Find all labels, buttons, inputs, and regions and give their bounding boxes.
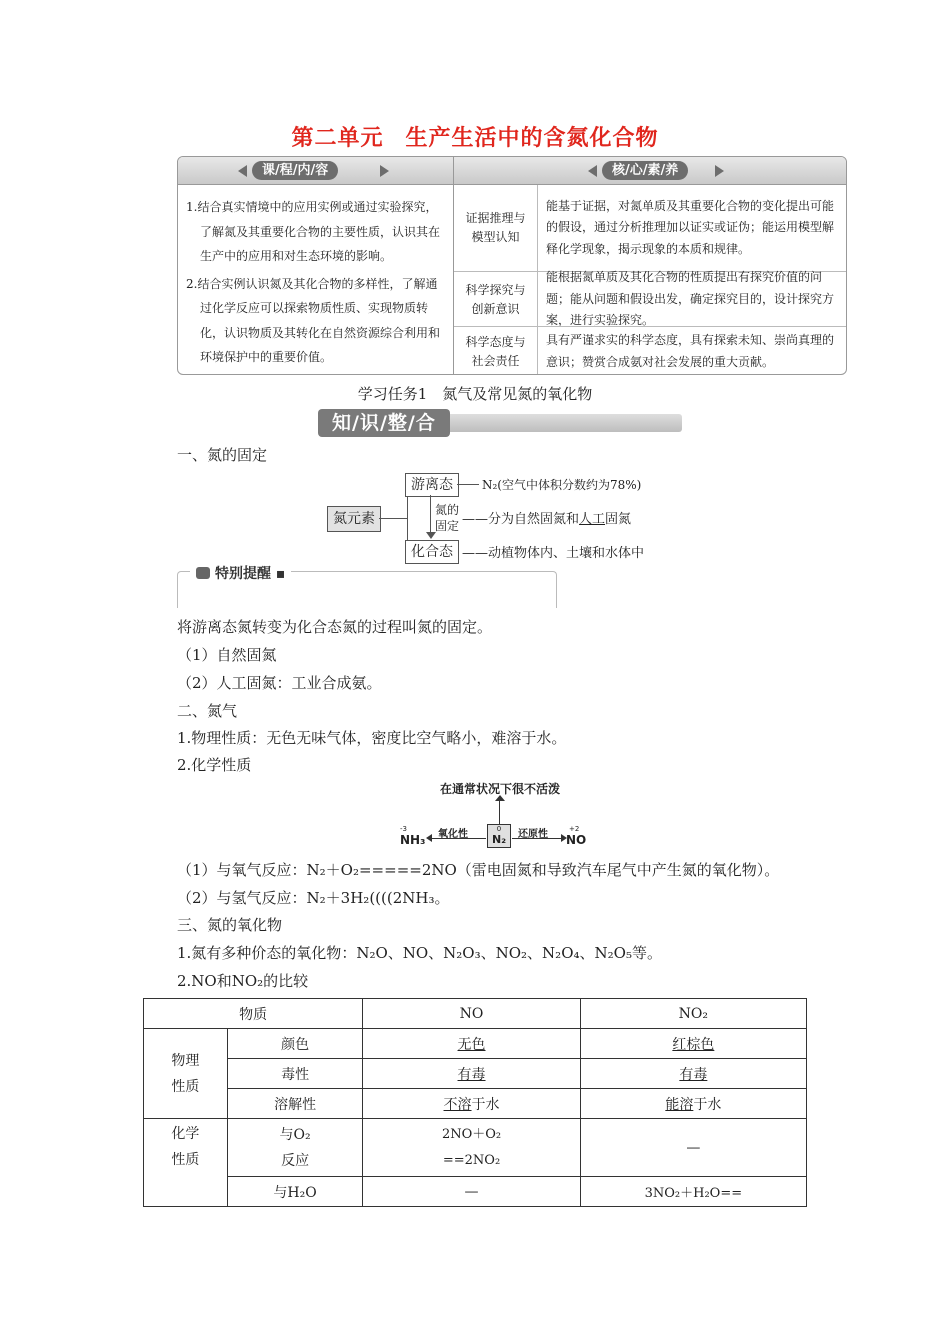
table-cell	[580, 1089, 806, 1119]
arrow-left-icon	[238, 165, 247, 177]
section-heading: 二、氮气	[177, 702, 238, 720]
property-label-line: 与O₂	[279, 1126, 311, 1143]
reaction-with-hydrogen: （2）与氢气反应：N₂＋3H₂((((2NH₃。	[177, 889, 450, 907]
section-heading: 三、氮的氧化物	[177, 916, 283, 934]
oxides-list: 1.氮有多种价态的氧化物：N₂O、NO、N₂O₃、NO₂、N₂O₄、N₂O₅等。	[177, 944, 662, 962]
n2-box	[487, 824, 511, 848]
property-label: 颜色	[227, 1029, 363, 1059]
group-label-text: 物理性质	[171, 1052, 200, 1095]
valence-caption: 在通常状况下很不活泼	[440, 782, 561, 796]
reminder-label: 特别提醒 ▪	[190, 563, 291, 583]
unit-number: 第二单元	[291, 126, 384, 151]
table-cell: —	[363, 1177, 580, 1207]
valence-diagram	[396, 778, 596, 850]
n2-valence: 0	[496, 825, 502, 833]
fixation-note-text: 固氮	[605, 512, 632, 527]
table-cell: 3NO₂＋H₂O==	[580, 1177, 806, 1207]
fixation-label-line: 固定	[435, 519, 460, 533]
free-state-note: N₂(空气中体积分数约为78%)	[482, 478, 642, 492]
cell-value: 红棕色	[672, 1036, 715, 1053]
literacy-label: 科学探究与创新意识	[454, 272, 538, 327]
unit-name: 生产生活中的含氮化合物	[405, 126, 659, 151]
table-cell	[363, 1059, 580, 1089]
group-label	[144, 1119, 228, 1207]
reminder-text: 将游离态氮转变为化合态氮的过程叫氮的固定。	[177, 618, 493, 636]
nitrogen-forms-diagram	[320, 470, 680, 570]
literacy-text: 具有严谨求实的科学态度，具有探索未知、崇尚真理的意识；赞赏合成氨对社会发展的重大贡献。	[546, 333, 835, 369]
table-cell	[363, 1089, 580, 1119]
content-item-1: 1.结合真实情境中的应用实例或通过实验探究，了解氮及其重要化合物的主要性质，认识其在生产中的应用和对生态环境的影响。	[186, 200, 441, 263]
unit-title	[0, 121, 950, 152]
course-content	[186, 195, 448, 370]
arrow-right-icon	[380, 165, 389, 177]
fixation-type-2: （2）人工固氮：工业合成氨。	[177, 674, 382, 692]
arrow-left-icon	[588, 165, 597, 177]
fixation-note	[462, 508, 631, 527]
table-cell: —	[580, 1119, 806, 1177]
reaction-with-oxygen: （1）与氧气反应：N₂＋O₂=====2NO（雷电固氮和导致汽车尾气中产生氮的氧化物）。	[177, 861, 780, 879]
literacy-label: 科学态度与社会责任	[454, 327, 538, 375]
no-formula: NO	[566, 833, 587, 847]
course-content-tab: 课/程/内/容	[252, 161, 338, 180]
no-comparison-table	[143, 998, 807, 1207]
book-icon	[196, 567, 210, 579]
table-row	[144, 1177, 807, 1207]
connector-line	[457, 484, 479, 485]
content-item-2: 2.结合实例认识氮及其化合物的多样性，了解通过化学反应可以探索物质性质、实现物质转化，认识物质及其转化在自然资源综合利用和环境保护中的重要价值。	[186, 276, 441, 364]
cell-value: 能溶	[665, 1096, 694, 1113]
fixation-label-line: 氮的	[435, 503, 460, 517]
cell-value: 无色	[457, 1036, 486, 1053]
literacy-row	[454, 271, 847, 327]
cell-value: ==2NO₂	[442, 1152, 501, 1168]
table-row	[144, 1089, 807, 1119]
arrow-left-icon	[426, 834, 432, 842]
arrow-up-icon	[495, 795, 505, 801]
knowledge-banner	[318, 409, 682, 437]
fixation-note-blank: 人工	[579, 512, 606, 527]
table-header: 物质	[144, 999, 363, 1029]
bound-state-box: 化合态	[405, 540, 459, 564]
reminder-label-text: 特别提醒	[215, 566, 271, 582]
table-cell	[580, 1029, 806, 1059]
fixation-label	[435, 502, 459, 534]
table-header: NO	[363, 999, 580, 1029]
property-label: 毒性	[227, 1059, 363, 1089]
nitrogen-element-box: 氮元素	[327, 506, 381, 532]
fixation-type-1: （1）自然固氮	[177, 646, 277, 664]
table-row	[144, 1029, 807, 1059]
cell-value: 2NO＋O₂	[441, 1126, 502, 1142]
property-label	[227, 1119, 363, 1177]
table-cell	[580, 1059, 806, 1089]
curriculum-table	[177, 156, 847, 375]
nh3-formula: NH₃	[400, 833, 426, 847]
literacy-label: 证据推理与模型认知	[454, 185, 538, 271]
cell-value: 于水	[693, 1096, 722, 1113]
literacy-row	[454, 185, 847, 271]
table-row	[144, 1059, 807, 1089]
section-heading: 一、氮的固定	[177, 446, 268, 464]
table-header: NO₂	[580, 999, 806, 1029]
fixation-note-text: ——分为自然固氮和	[462, 512, 580, 527]
table-cell	[363, 1029, 580, 1059]
nh3-valence: -3	[400, 825, 407, 833]
oxidation-label: 氧化性	[438, 829, 468, 840]
literacy-text: 能基于证据，对氮单质及其重要化合物的变化提出可能的假设，通过分析推理加以证实或证伪；能运用模型解释化学现象，揭示现象的本质和规律。	[546, 198, 835, 256]
bound-state-note: ——动植物体内、土壤和水体中	[462, 546, 645, 561]
chemical-properties-heading: 2.化学性质	[177, 756, 252, 774]
n2-formula: N₂	[491, 833, 507, 846]
special-reminder	[177, 566, 557, 608]
table-row	[144, 1119, 807, 1177]
arrow-right-icon	[715, 165, 724, 177]
literacy-row	[454, 326, 847, 375]
physical-properties: 1.物理性质：无色无味气体，密度比空气略小，难溶于水。	[177, 729, 567, 747]
reduction-label: 还原性	[518, 829, 548, 840]
fixation-arrow	[430, 495, 431, 533]
property-label: 与H₂O	[227, 1177, 363, 1207]
literacy-text: 能根据氮单质及其化合物的性质提出有探究价值的问题；能从问题和假设出发，确定探究目的，设计探究方案，进行实验探究。	[546, 270, 835, 328]
table-cell	[363, 1119, 580, 1177]
task-title: 学习任务1 氮气及常见氮的氧化物	[357, 385, 593, 403]
core-literacy-tab: 核/心/素/养	[602, 161, 688, 180]
table-row	[144, 999, 807, 1029]
group-label	[144, 1029, 228, 1119]
connector-line	[379, 518, 407, 519]
cell-value: 于水	[471, 1096, 500, 1113]
no-valence: +2	[569, 825, 580, 833]
cell-value: 有毒	[679, 1066, 708, 1083]
property-label-line: 反应	[281, 1152, 310, 1169]
comparison-heading: 2.NO和NO₂的比较	[177, 972, 309, 990]
property-label: 溶解性	[227, 1089, 363, 1119]
group-label-text: 化学性质	[171, 1126, 200, 1168]
cell-value: 有毒	[457, 1066, 486, 1083]
banner-label: 知/识/整/合	[318, 409, 450, 437]
cell-value: 不溶	[443, 1096, 472, 1113]
literacy-table	[454, 185, 847, 375]
valence-arrow	[499, 798, 500, 824]
free-state-box: 游离态	[405, 473, 459, 497]
